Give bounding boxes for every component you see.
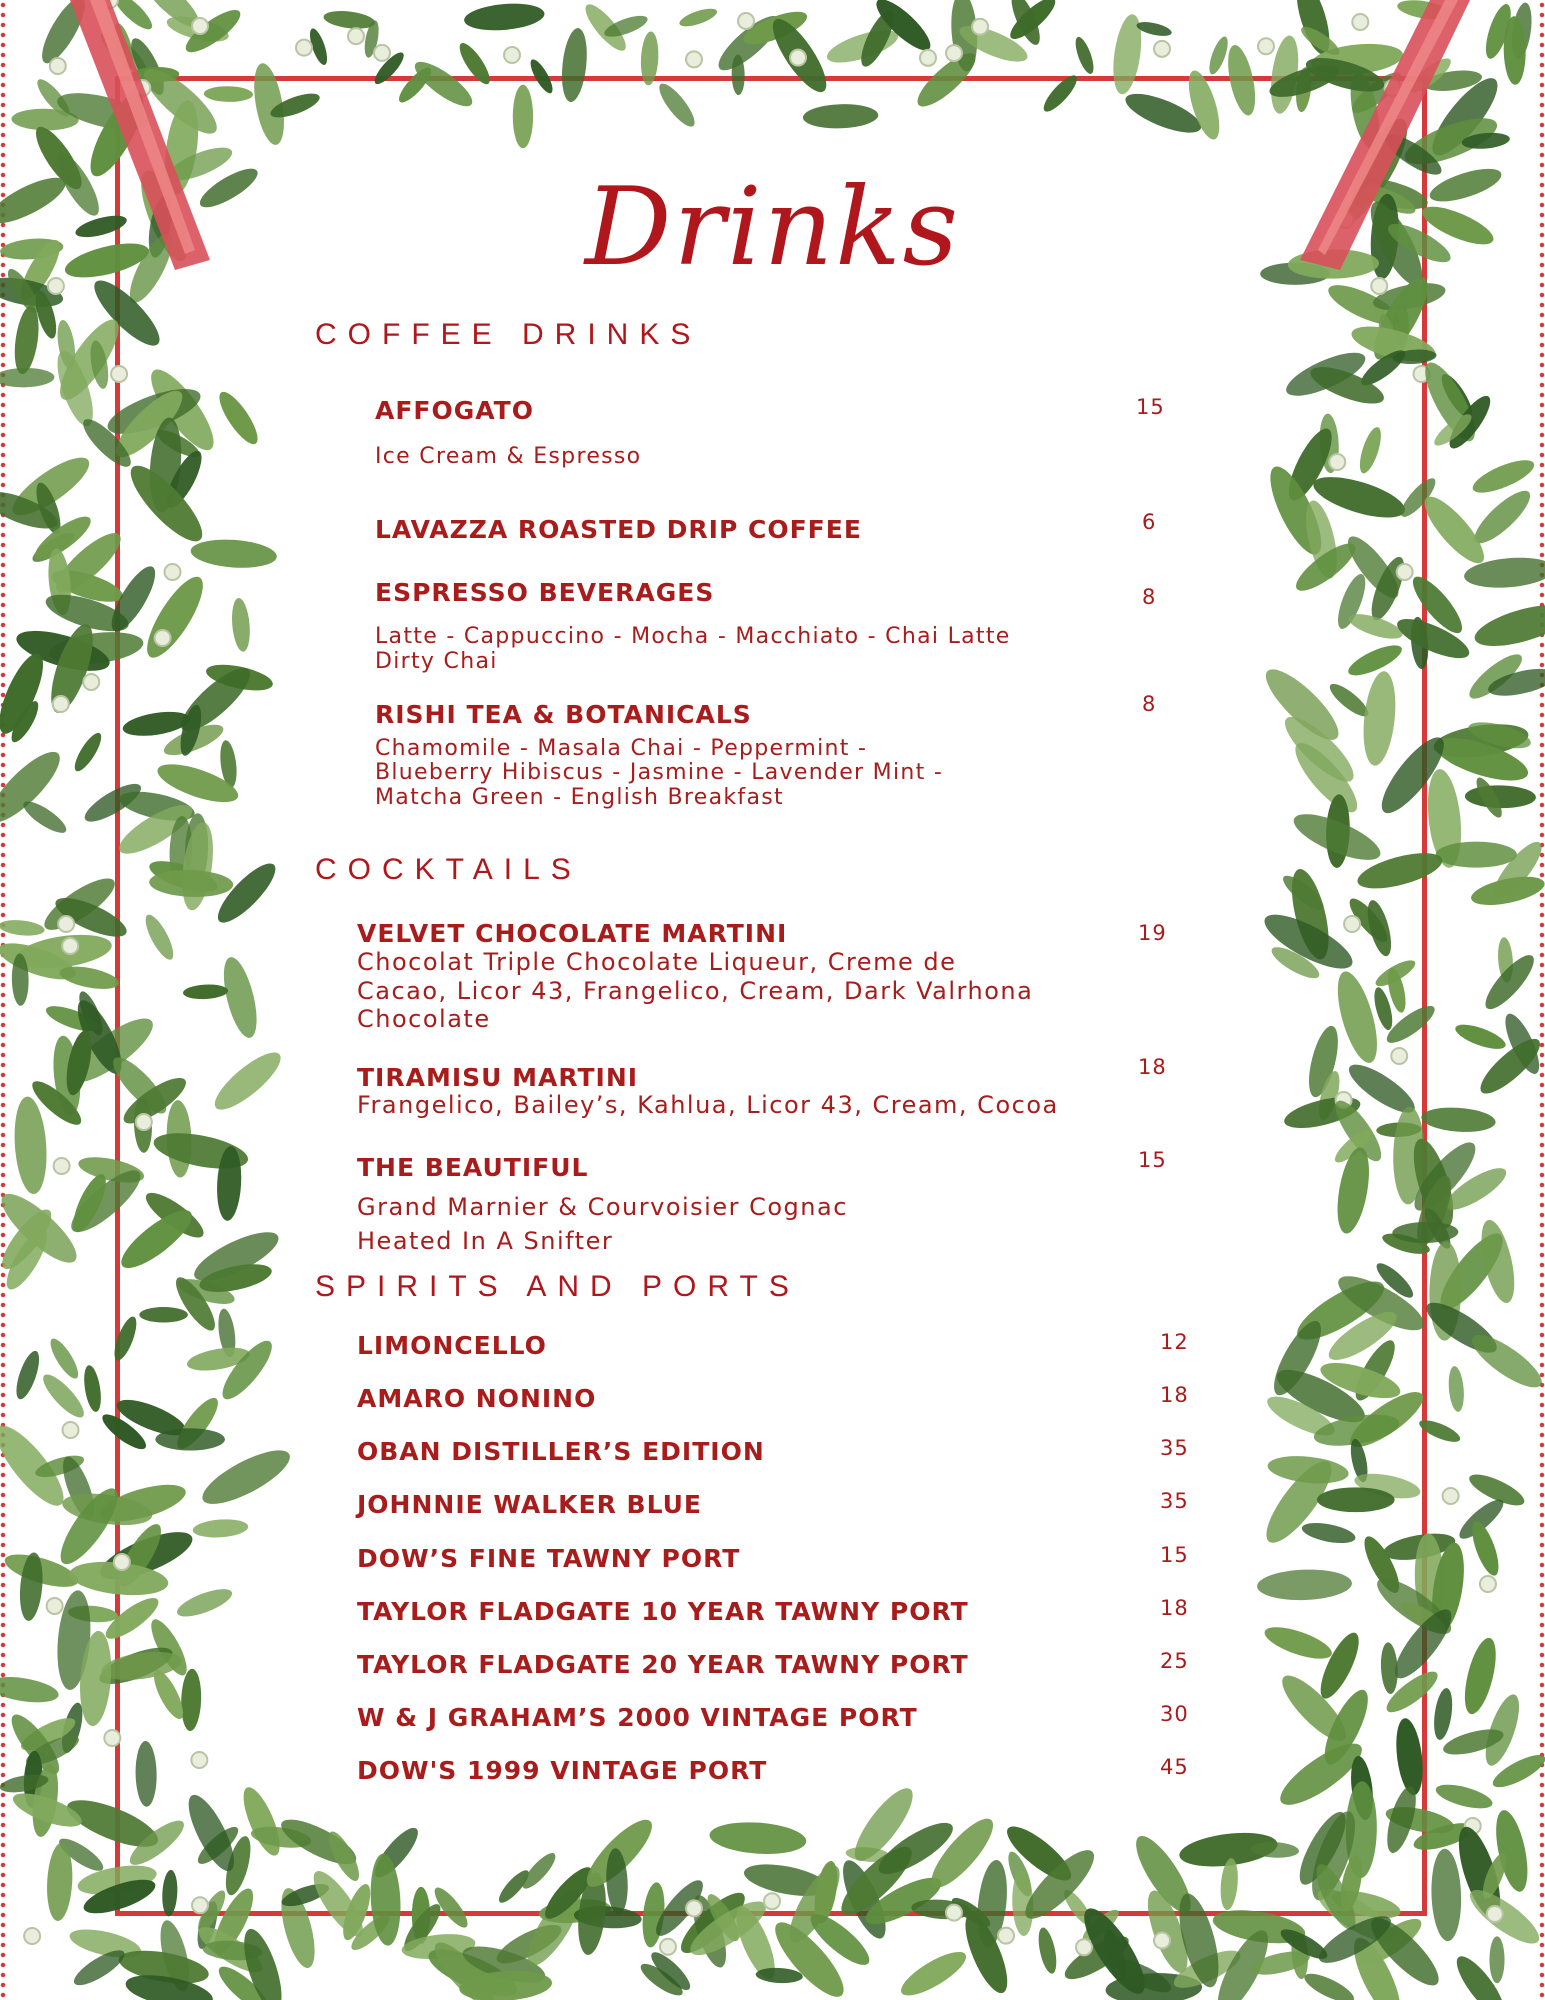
mistletoe-leaf <box>213 1960 274 2000</box>
mistletoe-leaf <box>492 1918 566 1971</box>
mistletoe-leaf <box>804 1907 876 1973</box>
mistletoe-leaf <box>81 1364 103 1413</box>
item-price-graham-2000: 30 <box>1160 1702 1189 1726</box>
mistletoe-leaf <box>1475 1217 1521 1306</box>
item-price-drip-coffee: 6 <box>1142 510 1157 534</box>
mistletoe-leaf <box>43 620 102 718</box>
mistletoe-leaf <box>306 27 330 67</box>
mistletoe-leaf <box>1453 1020 1509 1054</box>
mistletoe-leaf <box>109 0 157 34</box>
mistletoe-leaf <box>67 1604 118 1624</box>
mistletoe-leaf <box>1466 717 1534 754</box>
item-desc-beautiful-line-2: Heated In A Snifter <box>357 1227 614 1255</box>
mistletoe-berry <box>998 1928 1014 1944</box>
mistletoe-berry <box>53 696 69 712</box>
mistletoe-leaf <box>5 448 97 524</box>
mistletoe-leaf <box>1059 1929 1134 1987</box>
item-desc-tiramisu: Frangelico, Bailey’s, Kahlua, Licor 43, Cream, Cocoa <box>357 1091 1059 1119</box>
item-price-limoncello: 12 <box>1160 1330 1189 1354</box>
mistletoe-leaf <box>1035 1926 1059 1975</box>
mistletoe-berry <box>47 1598 63 1614</box>
section-title-cocktails: COCKTAILS <box>315 853 582 886</box>
mistletoe-berry <box>738 13 754 29</box>
mistletoe-leaf <box>1489 1749 1545 1793</box>
mistletoe-berry <box>946 45 962 61</box>
item-price-dows-1999: 45 <box>1160 1755 1189 1779</box>
mistletoe-berry <box>686 51 702 67</box>
item-price-johnnie-walker-blue: 35 <box>1160 1489 1189 1513</box>
mistletoe-leaf <box>34 0 92 69</box>
mistletoe-leaf <box>1443 391 1497 454</box>
mistletoe-leaf <box>949 0 980 72</box>
mistletoe-leaf <box>0 918 45 937</box>
item-name-tiramisu-martini: TIRAMISU MARTINI <box>357 1063 639 1092</box>
mistletoe-leaf <box>1464 648 1528 705</box>
mistletoe-leaf <box>45 547 73 616</box>
mistletoe-leaf <box>323 8 377 31</box>
mistletoe-leaf <box>38 1369 90 1423</box>
item-price-taylor-20: 25 <box>1160 1649 1189 1673</box>
mistletoe-leaf <box>1465 1469 1528 1512</box>
mistletoe-leaf <box>17 1712 79 1756</box>
mistletoe-berry <box>1443 1488 1459 1504</box>
mistletoe-berry <box>1352 14 1368 30</box>
mistletoe-leaf <box>1497 937 1515 983</box>
mistletoe-leaf <box>1006 0 1045 48</box>
mistletoe-berry <box>660 1939 676 1955</box>
mistletoe-leaf <box>1430 410 1475 451</box>
mistletoe-leaf <box>1105 1972 1203 2000</box>
mistletoe-leaf <box>1461 131 1510 151</box>
mistletoe-berry <box>1480 1576 1496 1592</box>
item-price-oban: 35 <box>1160 1436 1189 1460</box>
item-name-johnnie-walker-blue: JOHNNIE WALKER BLUE <box>357 1490 703 1519</box>
mistletoe-leaf <box>96 26 152 79</box>
mistletoe-leaf <box>33 1451 86 1481</box>
mistletoe-leaf <box>236 1925 289 2000</box>
mistletoe-leaf <box>75 989 107 1038</box>
item-price-dows-fine-tawny: 15 <box>1160 1543 1189 1567</box>
mistletoe-leaf <box>33 75 75 121</box>
mistletoe-leaf <box>1479 1691 1526 1770</box>
item-desc-velvet-line-1: Chocolat Triple Chocolate Liqueur, Creme de <box>357 948 957 976</box>
item-name-drip-coffee: LAVAZZA ROASTED DRIP COFFEE <box>375 515 862 544</box>
dotted-edge-right <box>1539 0 1545 2000</box>
mistletoe-leaf <box>4 1708 66 1780</box>
mistletoe-leaf <box>1313 1908 1397 1971</box>
mistletoe-leaf <box>54 1589 95 1691</box>
mistletoe-leaf <box>400 1931 476 1962</box>
mistletoe-leaf <box>22 1730 82 1771</box>
mistletoe-leaf <box>164 11 231 46</box>
mistletoe-leaf <box>1420 1294 1503 1361</box>
mistletoe-leaf <box>62 1028 96 1097</box>
mistletoe-berry <box>504 47 520 63</box>
mistletoe-leaf <box>1440 1161 1511 1217</box>
mistletoe-leaf <box>0 1771 50 1795</box>
mistletoe-leaf <box>1430 1848 1463 1941</box>
mistletoe-leaf <box>1290 0 1336 58</box>
mistletoe-leaf <box>1301 1968 1358 2000</box>
mistletoe-leaf <box>11 108 79 131</box>
mistletoe-leaf <box>1487 836 1545 905</box>
item-desc-rishi-line-2: Blueberry Hibiscus - Jasmine - Lavender Mint - <box>375 760 944 785</box>
mistletoe-leaf <box>1431 1687 1455 1741</box>
mistletoe-leaf <box>1206 34 1232 76</box>
mistletoe-leaf <box>11 304 42 375</box>
mistletoe-berry <box>920 50 936 66</box>
mistletoe-leaf <box>17 1552 45 1622</box>
mistletoe-leaf <box>1436 370 1477 422</box>
mistletoe-berry <box>1465 1818 1481 1834</box>
mistletoe-leaf <box>45 1842 74 1921</box>
mistletoe-leaf <box>155 1918 195 1995</box>
mistletoe-berry <box>1076 1939 1092 1955</box>
item-desc-espresso-line-2: Dirty Chai <box>375 649 498 674</box>
mistletoe-berry <box>1154 1933 1170 1949</box>
mistletoe-leaf <box>957 1909 1016 1998</box>
mistletoe-leaf <box>50 1034 84 1116</box>
mistletoe-berry <box>296 40 312 56</box>
mistletoe-leaf <box>11 953 29 1006</box>
item-price-the-beautiful: 15 <box>1138 1148 1167 1172</box>
mistletoe-leaf <box>1463 1882 1545 1953</box>
mistletoe-berry <box>1487 1906 1503 1922</box>
mistletoe-leaf <box>458 1968 553 2000</box>
mistletoe-leaf <box>1111 1954 1175 1999</box>
mistletoe-leaf <box>1469 871 1545 910</box>
mistletoe-leaf <box>1450 1822 1508 1922</box>
mistletoe-leaf <box>1459 1635 1502 1717</box>
item-name-affogato: AFFOGATO <box>375 396 534 425</box>
mistletoe-leaf <box>9 1787 85 1834</box>
mistletoe-leaf <box>1441 1724 1506 1759</box>
item-price-amaro-nonino: 18 <box>1160 1383 1189 1407</box>
mistletoe-leaf <box>77 1630 114 1727</box>
item-name-taylor-10: TAYLOR FLADGATE 10 YEAR TAWNY PORT <box>357 1597 969 1626</box>
mistletoe-leaf <box>55 1833 107 1876</box>
mistletoe-leaf <box>23 1750 44 1808</box>
mistletoe-leaf <box>31 288 60 340</box>
mistletoe-leaf <box>602 12 650 41</box>
mistletoe-leaf <box>1005 0 1061 45</box>
mistletoe-leaf <box>38 870 122 938</box>
mistletoe-berry <box>54 1158 70 1174</box>
mistletoe-leaf <box>0 484 62 536</box>
item-desc-espresso-line-1: Latte - Cappuccino - Mocha - Macchiato - Chai Latte <box>375 624 1011 649</box>
mistletoe-leaf <box>580 0 632 56</box>
mistletoe-leaf <box>1249 1947 1312 1979</box>
mistletoe-leaf <box>0 1184 85 1272</box>
mistletoe-leaf <box>1479 949 1541 1016</box>
mistletoe-berry <box>1154 41 1170 57</box>
item-desc-affogato: Ice Cream & Espresso <box>375 444 642 469</box>
mistletoe-leaf <box>677 5 719 30</box>
item-desc-rishi-line-3: Matcha Green - English Breakfast <box>375 785 784 810</box>
mistletoe-leaf <box>1473 1031 1545 1101</box>
item-name-dows-1999: DOW'S 1999 VINTAGE PORT <box>357 1756 768 1785</box>
mistletoe-leaf <box>12 1096 50 1196</box>
mistletoe-leaf <box>1470 597 1545 655</box>
mistletoe-leaf <box>1509 1 1535 60</box>
item-price-affogato: 15 <box>1136 395 1165 419</box>
item-desc-velvet-line-2: Cacao, Licor 43, Frangelico, Cream, Dark Valrhona <box>357 977 1034 1005</box>
item-desc-beautiful-line-1: Grand Marnier & Courvoisier Cognac <box>357 1193 848 1221</box>
mistletoe-berry <box>790 50 806 66</box>
mistletoe-leaf <box>870 0 937 57</box>
mistletoe-leaf <box>1449 1950 1511 2000</box>
mistletoe-berry <box>1258 38 1274 54</box>
mistletoe-leaf <box>58 1701 87 1755</box>
mistletoe-leaf <box>87 339 111 390</box>
mistletoe-leaf <box>137 0 206 34</box>
mistletoe-leaf <box>1433 1780 1494 1813</box>
mistletoe-berry <box>24 1928 40 1944</box>
item-name-graham-2000: W & J GRAHAM’S 2000 VINTAGE PORT <box>357 1703 918 1732</box>
dotted-edge-left <box>0 0 6 2000</box>
mistletoe-leaf <box>57 1453 101 1523</box>
mistletoe-berry <box>62 938 78 954</box>
mistletoe-leaf <box>29 528 79 567</box>
item-name-velvet-martini: VELVET CHOCOLATE MARTINI <box>357 919 788 948</box>
mistletoe-leaf <box>646 1947 695 1995</box>
mistletoe-leaf <box>1298 22 1344 59</box>
mistletoe-berry <box>58 916 74 932</box>
item-price-taylor-10: 18 <box>1160 1596 1189 1620</box>
mistletoe-leaf <box>0 367 55 387</box>
mistletoe-leaf <box>58 963 121 994</box>
mistletoe-leaf <box>110 21 137 70</box>
mistletoe-leaf <box>123 1969 215 2000</box>
section-title-spirits: SPIRITS AND PORTS <box>315 1270 800 1303</box>
mistletoe-leaf <box>19 796 70 838</box>
item-name-espresso-beverages: ESPRESSO BEVERAGES <box>375 578 715 607</box>
mistletoe-berry <box>192 18 208 34</box>
item-name-rishi-tea: RISHI TEA & BOTANICALS <box>375 700 752 729</box>
item-name-amaro-nonino: AMARO NONINO <box>357 1384 597 1413</box>
item-price-velvet-martini: 19 <box>1138 921 1167 945</box>
mistletoe-leaf <box>1427 1541 1470 1634</box>
item-name-limoncello: LIMONCELLO <box>357 1331 547 1360</box>
mistletoe-leaf <box>180 3 246 59</box>
item-price-espresso-beverages: 8 <box>1142 585 1157 609</box>
mistletoe-leaf <box>1467 1518 1504 1579</box>
mistletoe-leaf <box>1489 1936 1504 1983</box>
item-name-the-beautiful: THE BEAUTIFUL <box>357 1153 589 1182</box>
mistletoe-leaf <box>1362 1909 1447 1994</box>
mistletoe-leaf <box>0 1203 59 1275</box>
mistletoe-leaf <box>67 1924 143 1963</box>
mistletoe-leaf <box>347 1910 394 1955</box>
mistletoe-leaf <box>69 1944 129 1991</box>
mistletoe-leaf <box>1472 774 1506 820</box>
mistletoe-leaf <box>0 1673 60 1707</box>
mistletoe-leaf <box>1469 454 1538 499</box>
mistletoe-berry <box>63 1422 79 1438</box>
mistletoe-leaf <box>1478 1851 1511 1902</box>
mistletoe-leaf <box>1169 1943 1245 1995</box>
mistletoe-berry <box>972 19 988 35</box>
mistletoe-leaf <box>50 347 100 430</box>
mistletoe-leaf <box>739 5 811 51</box>
mistletoe-leaf <box>1431 1225 1512 1317</box>
item-name-dows-fine-tawny: DOW’S FINE TAWNY PORT <box>357 1544 741 1573</box>
mistletoe-leaf <box>67 1170 112 1236</box>
mistletoe-leaf <box>29 510 96 567</box>
mistletoe-leaf <box>116 1945 211 1990</box>
mistletoe-leaf <box>955 19 1031 69</box>
item-desc-velvet-line-3: Chocolate <box>357 1005 491 1033</box>
mistletoe-leaf <box>1454 1494 1508 1544</box>
mistletoe-leaf <box>463 1 545 34</box>
mistletoe-berry <box>102 0 118 8</box>
section-title-coffee: COFFEE DRINKS <box>315 318 702 351</box>
mistletoe-leaf <box>0 1224 54 1294</box>
mistletoe-leaf <box>1416 489 1492 571</box>
mistletoe-leaf <box>1354 1911 1427 1972</box>
mistletoe-leaf <box>0 936 80 987</box>
mistletoe-leaf <box>12 1348 44 1401</box>
mistletoe-leaf <box>1 1548 81 1594</box>
mistletoe-leaf <box>31 480 65 537</box>
mistletoe-leaf <box>427 1935 501 2000</box>
mistletoe-leaf <box>12 623 113 679</box>
mistletoe-berry <box>83 674 99 690</box>
mistletoe-leaf <box>766 1913 853 2000</box>
mistletoe-leaf <box>1290 1928 1310 1980</box>
item-name-oban: OBAN DISTILLER’S EDITION <box>357 1437 765 1466</box>
mistletoe-leaf <box>1486 664 1545 701</box>
mistletoe-leaf <box>27 1075 87 1131</box>
mistletoe-leaf <box>0 1417 74 1515</box>
mistletoe-leaf <box>1481 1 1516 61</box>
mistletoe-leaf <box>55 319 79 371</box>
mistletoe-leaf <box>1423 70 1507 164</box>
mistletoe-leaf <box>43 1001 100 1036</box>
mistletoe-leaf <box>1421 1105 1497 1134</box>
mistletoe-leaf <box>1432 719 1531 763</box>
mistletoe-leaf <box>1277 1924 1331 1964</box>
mistletoe-berry <box>348 28 364 44</box>
mistletoe-leaf <box>1468 484 1537 551</box>
mistletoe-leaf <box>1463 554 1545 591</box>
mistletoe-leaf <box>755 1967 803 1985</box>
mistletoe-leaf <box>855 6 900 70</box>
mistletoe-leaf <box>1208 1924 1277 2000</box>
mistletoe-leaf <box>1345 1932 1409 2000</box>
mistletoe-leaf <box>1465 785 1536 809</box>
mistletoe-leaf <box>46 1335 83 1382</box>
mistletoe-leaf <box>202 1939 263 1962</box>
mistletoe-leaf <box>0 648 52 739</box>
mistletoe-leaf <box>1422 67 1483 94</box>
mistletoe-leaf <box>423 1940 523 2000</box>
mistletoe-leaf <box>1429 1241 1462 1341</box>
mistletoe-leaf <box>193 1919 268 1979</box>
mistletoe-leaf <box>1436 842 1517 868</box>
mistletoe-leaf <box>823 24 901 70</box>
mistletoe-leaf <box>895 1944 971 2000</box>
item-desc-rishi-line-1: Chamomile - Masala Chai - Peppermint - <box>375 736 868 761</box>
mistletoe-leaf <box>1447 1366 1466 1413</box>
mistletoe-leaf <box>637 1959 687 2000</box>
mistletoe-leaf <box>459 1939 549 1990</box>
mistletoe-leaf <box>14 930 114 974</box>
item-price-tiramisu-martini: 18 <box>1138 1055 1167 1079</box>
mistletoe-leaf <box>29 1763 62 1839</box>
mistletoe-leaf <box>1072 35 1097 76</box>
mistletoe-leaf <box>7 698 43 746</box>
mistletoe-leaf <box>1503 16 1526 85</box>
item-price-rishi-tea: 8 <box>1142 692 1157 716</box>
mistletoe-leaf <box>1396 0 1452 22</box>
mistletoe-leaf <box>0 743 69 832</box>
mistletoe-leaf <box>1310 40 1405 79</box>
mistletoe-leaf <box>1490 1807 1533 1894</box>
mistletoe-leaf <box>1135 19 1173 38</box>
mistletoe-leaf <box>1424 768 1466 870</box>
mistletoe-leaf <box>362 19 381 59</box>
mistletoe-berry <box>50 58 66 74</box>
mistletoe-berry <box>374 45 390 61</box>
mistletoe-leaf <box>1430 729 1533 789</box>
mistletoe-leaf <box>1465 1326 1545 1396</box>
menu-title: Drinks <box>584 165 961 290</box>
mistletoe-leaf <box>712 8 787 78</box>
item-name-taylor-20: TAYLOR FLADGATE 20 YEAR TAWNY PORT <box>357 1650 969 1679</box>
mistletoe-leaf <box>1100 1927 1131 1984</box>
mistletoe-leaf <box>70 730 106 775</box>
